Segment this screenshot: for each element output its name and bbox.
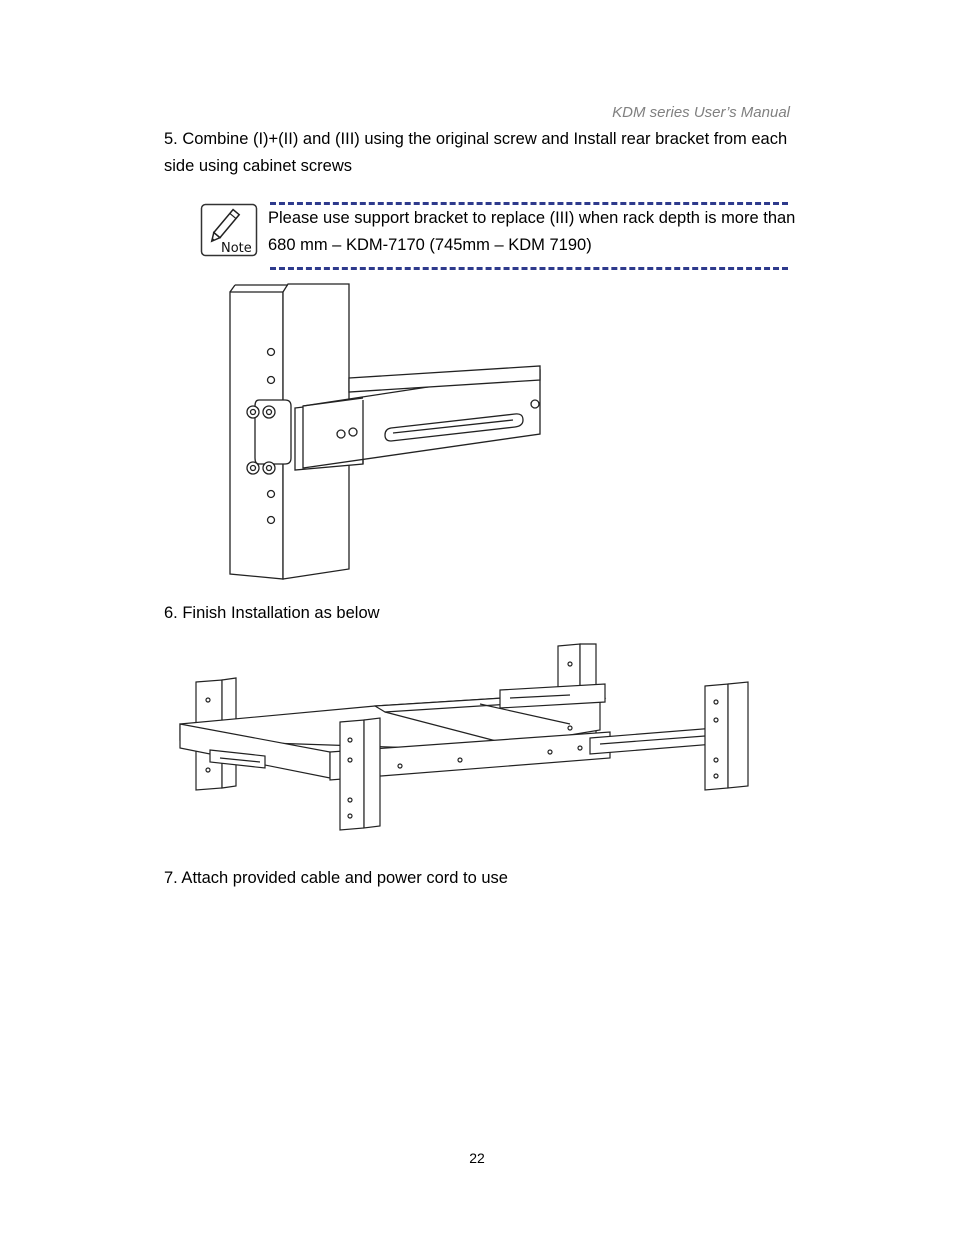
- pencil-note-icon: [200, 203, 258, 257]
- header-title: KDM series User’s Manual: [612, 104, 790, 121]
- page-number: 22: [469, 1150, 485, 1166]
- step-5-text: 5. Combine (I)+(II) and (III) using the original screw and Install rear bracket from each side using cabinet screws: [164, 130, 788, 175]
- note-bottom-divider: [270, 267, 788, 270]
- rear-bracket-figure: [225, 282, 545, 582]
- note-box: [200, 203, 258, 257]
- step-6-text: 6. Finish Installation as below: [164, 604, 380, 622]
- step-7-text: 7. Attach provided cable and power cord to use: [164, 869, 508, 887]
- note-label: Note: [221, 241, 252, 256]
- note-text: Please use support bracket to replace (III) when rack depth is more than 680 mm – KDM-7170 (745mm – KDM 7190): [268, 209, 796, 254]
- finished-installation-figure: [160, 640, 760, 835]
